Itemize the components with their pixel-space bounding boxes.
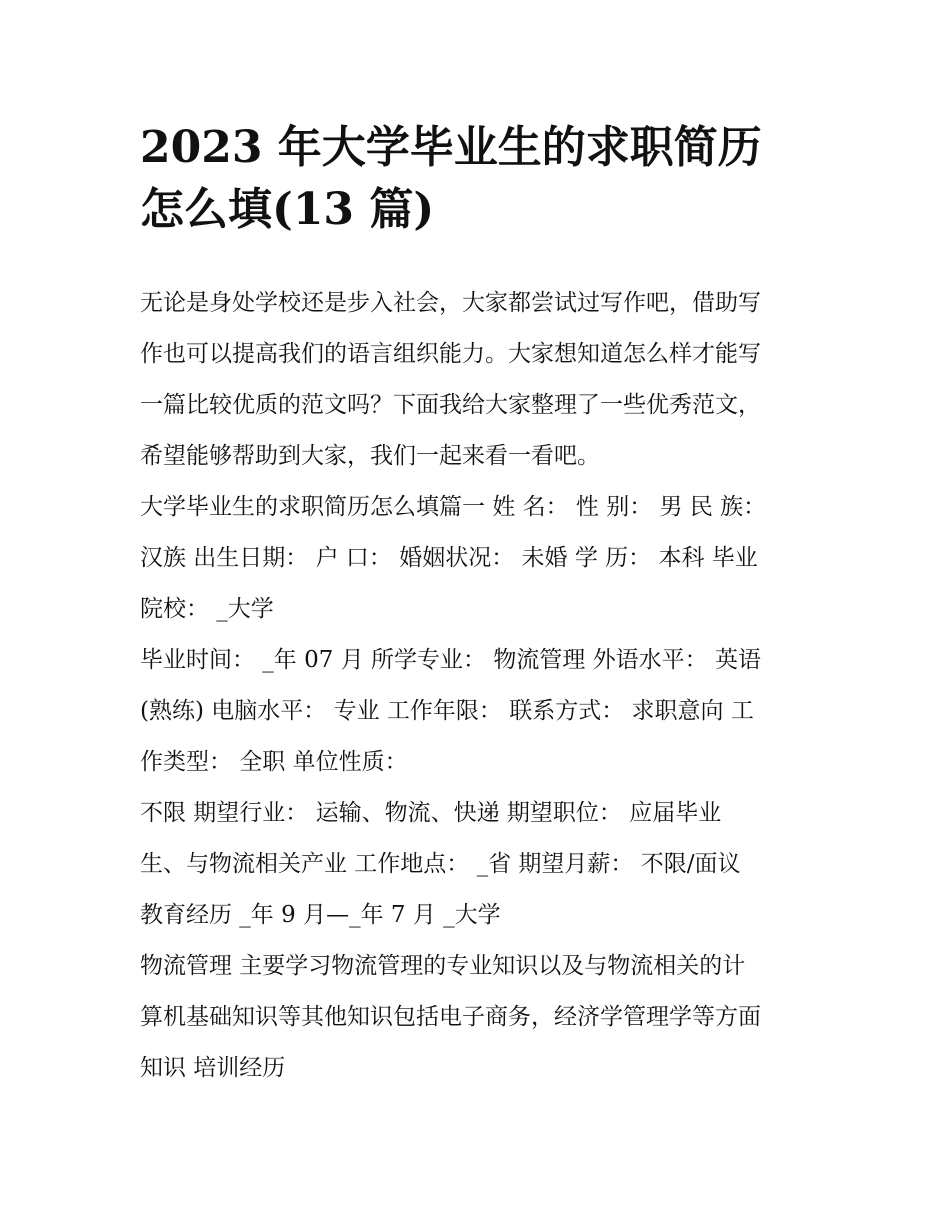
body-line: 希望能够帮助到大家，我们一起来看一看吧。: [140, 443, 600, 469]
body-line: 不限 期望行业： 运输、物流、快递 期望职位： 应届毕业: [140, 800, 722, 826]
document-title: [140, 117, 820, 241]
body-line: 无论是身处学校还是步入社会，大家都尝试过写作吧，借助写: [140, 290, 761, 316]
body-line: 汉族 出生日期： 户 口： 婚姻状况： 未婚 学 历： 本科 毕业: [140, 545, 758, 571]
body-line: 院校： _大学: [140, 596, 274, 622]
body-line: 教育经历 _年 9 月—_年 7 月 _大学: [140, 902, 501, 928]
title-line: 2023 年大学毕业生的求职简历: [140, 122, 762, 173]
document-body: [140, 278, 820, 1094]
body-line: 作也可以提高我们的语言组织能力。大家想知道怎么样才能写: [140, 341, 761, 367]
body-line: 知识 培训经历: [140, 1055, 286, 1081]
title-line: 怎么填(13 篇): [140, 184, 435, 235]
body-line: 大学毕业生的求职简历怎么填篇一 姓 名： 性 别： 男 民 族：: [140, 494, 767, 520]
body-line: 作类型： 全职 单位性质：: [140, 749, 408, 775]
body-line: 毕业时间： _年 07 月 所学专业： 物流管理 外语水平： 英语: [140, 647, 761, 673]
body-line: 生、与物流相关产业 工作地点： _省 期望月薪： 不限/面议: [140, 851, 741, 877]
body-line: 算机基础知识等其他知识包括电子商务，经济学管理学等方面: [140, 1004, 761, 1030]
body-line: (熟练) 电脑水平： 专业 工作年限： 联系方式： 求职意向 工: [140, 698, 754, 724]
body-line: 一篇比较优质的范文吗？下面我给大家整理了一些优秀范文，: [140, 392, 761, 418]
body-line: 物流管理 主要学习物流管理的专业知识以及与物流相关的计: [140, 953, 746, 979]
